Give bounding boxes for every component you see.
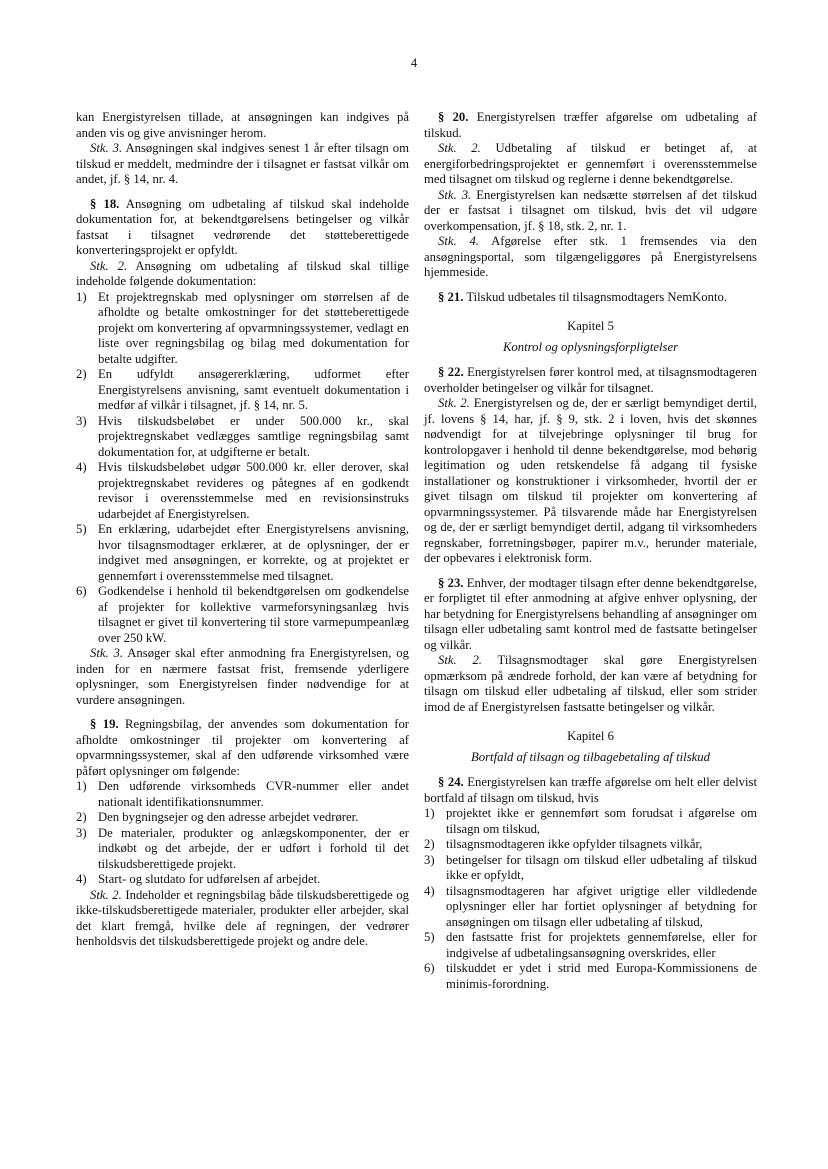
stk-label: Stk. 2. bbox=[438, 653, 482, 667]
list-item-number: 1) bbox=[76, 779, 87, 793]
list-item-text: tilsagnsmodtageren ikke opfylder tilsagnets vilkår, bbox=[446, 837, 703, 851]
list-item-text: De materialer, produkter og anlægskomponenter, der er indkøbt og det arbejde, der er udført i forhold til det tilskudsberettigede projekt. bbox=[98, 825, 409, 871]
chapter-6-title: Bortfald af tilsagn og tilbagebetaling af tilskud bbox=[471, 749, 710, 764]
stk-label: Stk. 3. bbox=[438, 187, 472, 202]
section-20-stk-3 bbox=[424, 188, 757, 235]
stk-label: Stk. 2. bbox=[90, 887, 122, 902]
section-22 bbox=[424, 365, 757, 396]
list-item-number: 6) bbox=[76, 584, 87, 598]
section-text: Tilskud udbetales til tilsagnsmodtagers NemKonto. bbox=[463, 289, 727, 304]
list-item-number: 3) bbox=[76, 413, 87, 428]
section-label: § 23. bbox=[438, 575, 464, 590]
list-item-number: 1) bbox=[76, 289, 87, 304]
section-text: Regningsbilag, der anvendes som dokumentation for afholdte omkostninger til projekter om konvertering af opvarmningssystemer, skal af den udførende virksomhed være påført oplysninger om følgende: bbox=[76, 717, 410, 778]
list-item bbox=[76, 290, 409, 368]
stk-text: Ansøger skal efter anmodning fra Energistyrelsen, og inden for en nærmere fastsat frist, fremsende yderligere oplysninger, som Energistyrelsen finder nødvendige for at vurdere ansøgningen. bbox=[76, 646, 409, 707]
list-item-text: Den udførende virksomheds CVR-nummer eller andet nationalt identifikationsnummer. bbox=[98, 779, 409, 809]
list-item bbox=[76, 826, 409, 873]
section-21 bbox=[424, 290, 757, 306]
paragraph-continuation: kan Energistyrelsen tillade, at ansøgningen kan indgives på anden vis og give anvisninger herom. bbox=[76, 110, 409, 140]
list-item-number: 2) bbox=[76, 810, 87, 824]
list-item bbox=[76, 367, 409, 414]
section-18-list bbox=[76, 290, 409, 647]
stk-text: Energistyrelsen og de, der er særligt bemyndiget dertil, jf. lovens § 14, har, jf. § 9, stk. 2 i loven, hvis det skønnes nødvendigt for at tilvejebringe oplysninger til brug for kontrolopgaver i henhold til denne bekendtgørelse, mod behørig legitimation og uden retskendelse få adgang til fysiske installationer og konstruktioner i virksomheder, hvortil der er givet tilsagn om tilskud til projekter om konvertering af opvarmningssystemer. På tilsvarende måde har Energistyrelsen og de, der er særligt bemyndiget dertil, adgang til virksomheders regnskaber, forretningsbøger, papirer m.v., herunder materiale, der opbevares i elektronisk form. bbox=[424, 396, 757, 565]
chapter-5-number: Kapitel 5 bbox=[567, 319, 614, 333]
stk-text: Afgørelse efter stk. 1 fremsendes via den ansøgningsportal, som tilgængeliggøres på Energistyrelsens hjemmeside. bbox=[424, 234, 757, 279]
section-text: Enhver, der modtager tilsagn efter denne bekendtgørelse, er forpligtet til efter anmodning at afgive enhver oplysning, der har betydning for Energistyrelsens behandling af ansøgninger om tilsagn eller udbetaling samt kontrol med de fastsatte betingelser og vilkår. bbox=[424, 575, 758, 652]
right-column bbox=[424, 110, 757, 992]
list-item bbox=[76, 414, 409, 461]
stk-text: Ansøgningen skal indgives senest 1 år efter tilsagn om tilskud er meddelt, medmindre der i tilsagnet er fastsat vilkår om andet, jf. § 14, nr. 4. bbox=[76, 141, 409, 186]
section-24 bbox=[424, 775, 757, 806]
section-label: § 24. bbox=[438, 775, 464, 789]
list-item-text: tilsagnsmodtageren har afgivet urigtige eller vildledende oplysninger eller har fortiet oplysninger af betydning for ansøgningen om tilsagn eller udbetaling af tilskud, bbox=[446, 883, 757, 929]
list-item-text: betingelser for tilsagn om tilskud eller udbetaling af tilskud ikke er opfyldt, bbox=[446, 852, 757, 882]
list-item-number: 4) bbox=[76, 460, 87, 474]
list-item-number: 4) bbox=[424, 883, 435, 898]
list-item-number: 2) bbox=[76, 367, 87, 381]
section-19 bbox=[76, 717, 409, 779]
page-number: 4 bbox=[410, 56, 418, 70]
list-item-text: den fastsatte frist for projektets gennemførelse, eller for indgivelse af udbetalingsansøgning overskrides, eller bbox=[446, 930, 757, 960]
list-item bbox=[76, 779, 409, 810]
list-item-number: 5) bbox=[76, 522, 87, 536]
section-20-stk-4 bbox=[424, 234, 757, 281]
list-item bbox=[76, 872, 409, 888]
list-item bbox=[76, 522, 409, 584]
list-item-text: En erklæring, udarbejdet efter Energistyrelsens anvisning, hvor tilsagnsmodtager erklærer, at de oplysninger, der er indgivet med ansøgningen, er korrekte, og at projektet er gennemført i overensstemmelse med tilsagnet. bbox=[98, 522, 409, 583]
list-item-text: En udfyldt ansøgererklæring, udformet efter Energistyrelsens anvisning, samt eventuelt dokumentation i medfør af vilkår i tilsagnet, jf. § 14, nr. 5. bbox=[98, 367, 409, 412]
list-item-number: 5) bbox=[424, 930, 435, 944]
list-item-number: 3) bbox=[76, 825, 87, 840]
list-item-text: projektet ikke er gennemført som forudsat i afgørelse om tilsagn om tilskud, bbox=[446, 806, 757, 836]
chapter-6-number: Kapitel 6 bbox=[567, 729, 614, 743]
list-item-number: 4) bbox=[76, 872, 87, 886]
list-item bbox=[424, 806, 757, 837]
stk-label: Stk. 4. bbox=[438, 234, 479, 248]
section-19-stk-2 bbox=[76, 888, 409, 950]
list-item-text: Start- og slutdato for udførelsen af arbejdet. bbox=[98, 872, 321, 886]
stk-text: Indeholder et regningsbilag både tilskudsberettigede og ikke-tilskudsberettigede materialer, produkter eller arbejder, skal det klart fremgå, hvilke dele af regningen, der vedrører henholdsvis det tilskudsberettigede projekt og andre dele. bbox=[76, 887, 409, 948]
section-label: § 20. bbox=[438, 110, 469, 124]
list-item bbox=[76, 460, 409, 522]
list-item-number: 6) bbox=[424, 961, 435, 975]
section-24-list bbox=[424, 806, 757, 992]
section-label: § 22. bbox=[438, 365, 464, 379]
section-18-stk-2 bbox=[76, 259, 409, 290]
section-20 bbox=[424, 110, 757, 141]
list-item-number: 2) bbox=[424, 837, 435, 851]
section-18-stk-3 bbox=[76, 646, 409, 708]
chapter-5-title: Kontrol og oplysningsforpligtelser bbox=[502, 339, 679, 354]
section-23 bbox=[424, 576, 757, 654]
list-item-text: tilskuddet er ydet i strid med Europa-Kommissionens de minimis-forordning. bbox=[446, 961, 757, 991]
section-22-stk-2 bbox=[424, 396, 757, 567]
stk-text: Energistyrelsen kan nedsætte størrelsen af det tilskud der er fastsat i tilsagnet om tilskud, hvis det vil udgøre overkompensation, jf. § 18, stk. 2, nr. 1. bbox=[424, 187, 757, 233]
list-item-number: 1) bbox=[424, 806, 435, 820]
section-text: Energistyrelsen fører kontrol med, at tilsagnsmodtageren overholder betingelser og vilkår for tilsagnet. bbox=[424, 365, 758, 395]
stk-text: Ansøgning om udbetaling af tilskud skal tillige indeholde følgende dokumentation: bbox=[76, 258, 409, 288]
list-item-number: 3) bbox=[424, 852, 435, 867]
list-item-text: Et projektregnskab med oplysninger om størrelsen af de afholdte og betalte omkostninger for det støtteberettigede projekt om konvertering af opvarmningssystemer, vedlagt en liste over regningsbilag og bilag med dokumentation for betalte udgifter. bbox=[98, 289, 409, 366]
stk-label: Stk. 2. bbox=[438, 396, 470, 410]
left-column bbox=[76, 110, 409, 950]
list-item bbox=[424, 837, 757, 853]
stk-label: Stk. 3. bbox=[90, 646, 124, 660]
section-label: § 19. bbox=[90, 717, 119, 731]
stk-text: Tilsagnsmodtager skal gøre Energistyrelsen opmærksom på ændrede forhold, der kan være af betydning for tilsagn om tilskud eller udbetaling af tilskud, eller som strider imod de af Energistyrelsen fastsatte betingelser og vilkår. bbox=[424, 653, 757, 714]
stk-label: Stk. 2. bbox=[438, 141, 481, 155]
stk-label: Stk. 3. bbox=[90, 141, 123, 155]
section-text: Energistyrelsen kan træffe afgørelse om helt eller delvist bortfald af tilsagn om tilskud, hvis bbox=[424, 775, 757, 805]
list-item bbox=[424, 930, 757, 961]
list-item-text: Hvis tilskudsbeløbet udgør 500.000 kr. eller derover, skal projektregnskabet revideres og påtegnes af en godkendt revisor i overensstemmelse med en revisionsinstruks udarbejdet af Energistyrelsen. bbox=[98, 460, 409, 521]
list-item-text: Hvis tilskudsbeløbet er under 500.000 kr., skal projektregnskabet vedlægges samtlige regningsbilag samt dokumentation for, at udgifterne er betalt. bbox=[98, 413, 409, 459]
list-item-text: Godkendelse i henhold til bekendtgørelsen om godkendelse af projekter for kollektive varmeforsyningsanlæg hvis tilsagnet er givet til konvertering til store varmepumpeanlæg over 250 kW. bbox=[98, 584, 409, 645]
list-item bbox=[424, 853, 757, 884]
list-item bbox=[424, 884, 757, 931]
stk-text: Udbetaling af tilskud er betinget af, at energiforbedringsprojektet er gennemført i overensstemmelse med tilsagnet om tilskud og reglerne i denne bekendtgørelse. bbox=[424, 141, 757, 186]
section-23-stk-2 bbox=[424, 653, 757, 715]
section-18 bbox=[76, 197, 409, 259]
list-item bbox=[424, 961, 757, 992]
section-20-stk-2 bbox=[424, 141, 757, 188]
section-text: Ansøgning om udbetaling af tilskud skal indeholde dokumentation for, at bekendtgørelsens betingelser og vilkår fastsat i tilsagnet vedrørende det støtteberettigede konverteringsprojekt er opfyldt. bbox=[76, 196, 410, 257]
list-item bbox=[76, 810, 409, 826]
section-label: § 18. bbox=[90, 196, 120, 211]
section-19-list bbox=[76, 779, 409, 888]
stk-label: Stk. 2. bbox=[90, 258, 128, 273]
section-text: Energistyrelsen træffer afgørelse om udbetaling af tilskud. bbox=[424, 110, 757, 140]
list-item-text: Den bygningsejer og den adresse arbejdet vedrører. bbox=[98, 810, 359, 824]
section-label: § 21. bbox=[438, 289, 464, 304]
list-item bbox=[76, 584, 409, 646]
section-17-stk-3 bbox=[76, 141, 409, 188]
